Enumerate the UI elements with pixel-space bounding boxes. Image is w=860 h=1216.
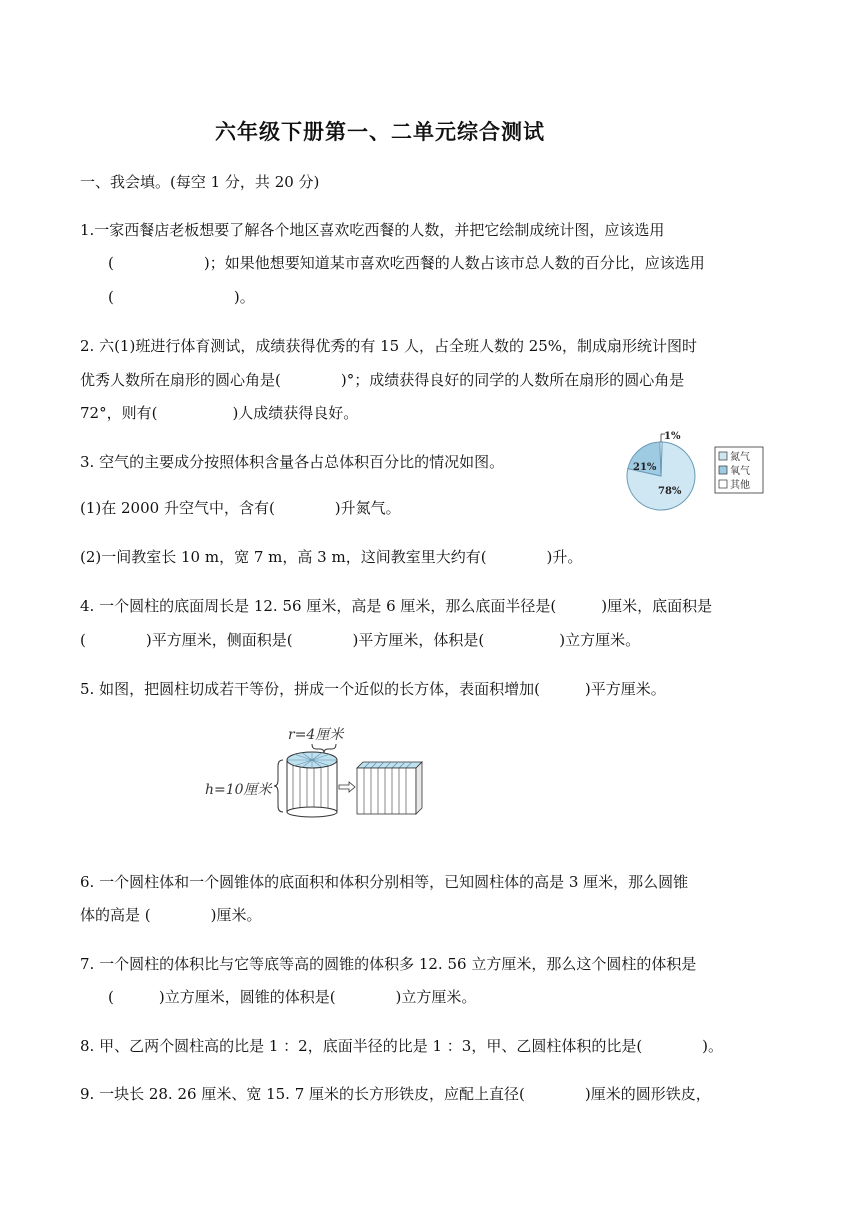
q4-line-1: 4. 一个圆柱的底面周长是 12. 56 厘米，高是 6 厘米，那么底面半径是( )厘米，底面积是 [80,597,713,615]
air-composition-pie-figure [620,428,770,520]
radius-label: r=4厘米 [288,727,344,743]
legend-swatch-other [719,480,727,488]
q1-line-3: ( )。 [108,288,255,306]
q4-line-2: ( )平方厘米，侧面积是( )平方厘米，体积是( )立方厘米。 [80,631,641,649]
cylinder-top-sectors [287,752,337,768]
cuboid-side [416,762,422,814]
q3-line-2: (1)在 2000 升空气中，含有( )升氮气。 [80,499,401,517]
pie-label-nitrogen: 78% [658,486,682,497]
pie-label-oxygen: 21% [633,462,657,473]
cylinder-cut-figure [200,722,440,827]
pie-label-other: 1% [664,431,681,442]
legend-label-other: 其他 [730,480,750,491]
page-title: 六年级下册第一、二单元综合测试 [215,120,545,144]
height-label: h=10厘米 [205,782,272,798]
legend-label-nitrogen: 氮气 [730,452,750,463]
q6-line-1: 6. 一个圆柱体和一个圆锥体的底面积和体积分别相等，已知圆柱体的高是 3 厘米，那么圆锥 [80,873,689,891]
q6-line-2: 体的高是 ( )厘米。 [80,906,262,924]
q2-line-2: 优秀人数所在扇形的圆心角是( )°；成绩获得良好的同学的人数所在扇形的圆心角是 [80,371,685,389]
legend-swatch-oxygen [719,466,727,474]
q9-line-1: 9. 一块长 28. 26 厘米、宽 15. 7 厘米的长方形铁皮，应配上直径( )厘米的圆形铁皮， [80,1085,711,1103]
cylinder-bottom [287,807,337,817]
q7-line-1: 7. 一个圆柱的体积比与它等底等高的圆锥的体积多 12. 56 立方厘米，那么这个圆柱的体积是 [80,955,697,973]
height-brace [274,760,283,812]
legend-swatch-nitrogen [719,452,727,460]
q2-line-3: 72°，则有( )人成绩获得良好。 [80,404,359,422]
q2-line-1: 2. 六(1)班进行体育测试，成绩获得优秀的有 15 人，占全班人数的 25%，制成扇形统计图时 [80,337,698,355]
q1-line-2: ( )；如果他想要知道某市喜欢吃西餐的人数占该市总人数的百分比，应该选用 [108,254,705,272]
legend-label-oxygen: 氧气 [730,466,750,477]
q3-line-3: (2)一间教室长 10 m，宽 7 m，高 3 m，这间教室里大约有( )升。 [80,548,583,566]
q7-line-2: ( )立方厘米，圆锥的体积是( )立方厘米。 [108,988,477,1006]
cuboid-front [357,768,416,814]
q5-line-1: 5. 如图，把圆柱切成若干等份，拼成一个近似的长方体，表面积增加( )平方厘米。 [80,680,666,698]
section-heading: 一、我会填。(每空 1 分，共 20 分) [80,173,320,191]
q8-line-1: 8. 甲、乙两个圆柱高的比是 1 ：2，底面半径的比是 1 ：3，甲、乙圆柱体积的比是( )。 [80,1037,724,1055]
transform-arrow-icon [339,782,355,792]
q1-line-1: 1.一家西餐店老板想要了解各个地区喜欢吃西餐的人数，并把它绘制成统计图，应该选用 [80,221,665,239]
q3-line-1: 3. 空气的主要成分按照体积含量各占总体积百分比的情况如图。 [80,453,505,471]
